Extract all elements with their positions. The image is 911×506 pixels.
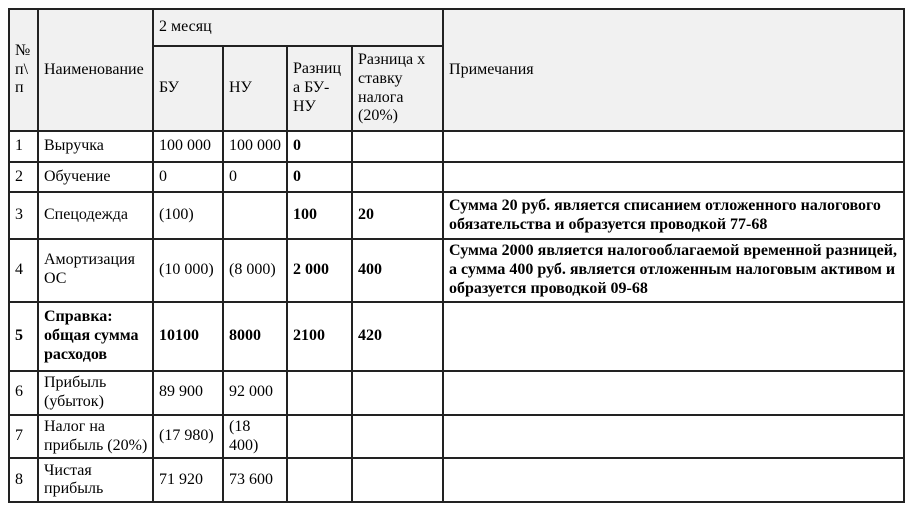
nu-value-cell: (18 400) [223, 415, 287, 459]
table-row [9, 131, 904, 162]
name-cell: Амортизация ОС [38, 239, 153, 302]
note-cell [443, 371, 904, 415]
note-cell [443, 458, 904, 502]
tax-value-cell [352, 371, 443, 415]
name-cell: Прибыль (убыток) [38, 371, 153, 415]
header-diff-tax: Разница х ставку налога (20%) [352, 46, 443, 131]
tax-value-cell: 420 [352, 302, 443, 371]
name-cell: Налог на прибыль (20%) [38, 415, 153, 459]
row-number-cell: 1 [9, 131, 38, 162]
nu-value-cell: 0 [223, 162, 287, 192]
diff-value-cell: 2 000 [287, 239, 352, 302]
nu-value-cell [223, 192, 287, 239]
header-period-group: 2 месяц [153, 9, 443, 46]
nu-value-cell: 8000 [223, 302, 287, 371]
table-row [9, 415, 904, 459]
note-cell [443, 415, 904, 459]
tax-value-cell [352, 162, 443, 192]
note-cell [443, 302, 904, 371]
bu-value-cell: (17 980) [153, 415, 223, 459]
diff-value-cell [287, 458, 352, 502]
row-number-cell: 4 [9, 239, 38, 302]
table-row [9, 371, 904, 415]
tax-value-cell: 20 [352, 192, 443, 239]
bu-value-cell: 71 920 [153, 458, 223, 502]
tax-value-cell [352, 415, 443, 459]
table-header [9, 9, 904, 131]
diff-value-cell [287, 371, 352, 415]
diff-value-cell: 0 [287, 162, 352, 192]
bu-value-cell: (100) [153, 192, 223, 239]
nu-value-cell: (8 000) [223, 239, 287, 302]
row-number-cell: 6 [9, 371, 38, 415]
bu-value-cell: 10100 [153, 302, 223, 371]
diff-value-cell: 100 [287, 192, 352, 239]
row-number-cell: 2 [9, 162, 38, 192]
name-cell: Чистая прибыль [38, 458, 153, 502]
tax-difference-table [8, 8, 905, 503]
table-row [9, 162, 904, 192]
table-body [9, 131, 904, 502]
bu-value-cell: (10 000) [153, 239, 223, 302]
table-row [9, 239, 904, 302]
diff-value-cell: 2100 [287, 302, 352, 371]
header-diff: Разница БУ-НУ [287, 46, 352, 131]
table-row [9, 302, 904, 371]
tax-value-cell [352, 131, 443, 162]
note-cell [443, 131, 904, 162]
bu-value-cell: 89 900 [153, 371, 223, 415]
header-bu: БУ [153, 46, 223, 131]
diff-value-cell: 0 [287, 131, 352, 162]
bu-value-cell: 100 000 [153, 131, 223, 162]
nu-value-cell: 100 000 [223, 131, 287, 162]
bu-value-cell: 0 [153, 162, 223, 192]
nu-value-cell: 73 600 [223, 458, 287, 502]
row-number-cell: 8 [9, 458, 38, 502]
name-cell: Обучение [38, 162, 153, 192]
table-row [9, 192, 904, 239]
nu-value-cell: 92 000 [223, 371, 287, 415]
header-notes: Примечания [443, 9, 904, 131]
table-row [9, 458, 904, 502]
tax-value-cell: 400 [352, 239, 443, 302]
header-row-group [9, 9, 904, 46]
note-cell [443, 162, 904, 192]
name-cell: Справка: общая сумма расходов [38, 302, 153, 371]
tax-value-cell [352, 458, 443, 502]
header-row-number: № п\п [9, 9, 38, 131]
row-number-cell: 3 [9, 192, 38, 239]
note-cell: Сумма 2000 является налогооблагаемой временной разницей, а сумма 400 руб. является отложенным налоговым активом и образуется проводкой 09-68 [443, 239, 904, 302]
note-cell: Сумма 20 руб. является списанием отложенного налогового обязательства и образуется проводкой 77-68 [443, 192, 904, 239]
name-cell: Спецодежда [38, 192, 153, 239]
name-cell: Выручка [38, 131, 153, 162]
row-number-cell: 7 [9, 415, 38, 459]
row-number-cell: 5 [9, 302, 38, 371]
diff-value-cell [287, 415, 352, 459]
header-name: Наименование [38, 9, 153, 131]
header-nu: НУ [223, 46, 287, 131]
